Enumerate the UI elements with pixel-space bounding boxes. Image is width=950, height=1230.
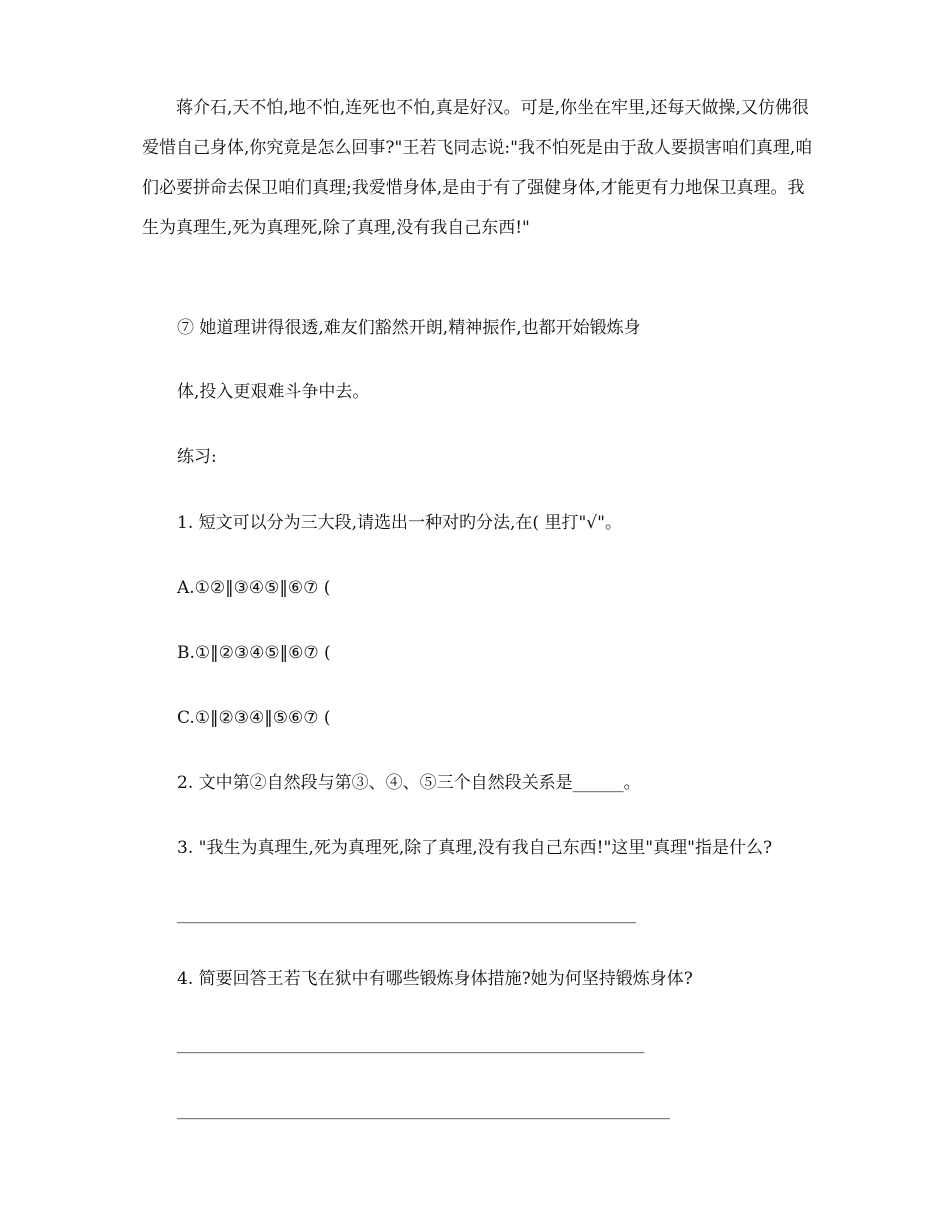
exercises-heading: 练习:	[177, 447, 217, 467]
question-4-answer-line-2: __________________________________________________________	[177, 1100, 670, 1120]
passage-paragraph-7-line-2: 体,投入更艰难斗争中去。	[177, 382, 370, 402]
question-4-answer-line-1: _______________________________________________________	[177, 1034, 645, 1054]
question-3-answer-line: ______________________________________________________	[177, 904, 636, 924]
question-1: 1. 短文可以分为三大段,请选出一种对旳分法,在( 里打"√"。	[177, 513, 622, 533]
question-2: 2. 文中第②自然段与第③、④、⑤三个自然段关系是______。	[177, 773, 641, 793]
passage-paragraph-7-line-1: ⑦ 她道理讲得很透,难友们豁然开朗,精神振作,也都开始锻炼身	[177, 318, 641, 338]
question-4: 4. 简要回答王若飞在狱中有哪些锻炼身体措施?她为何坚持锻炼身体?	[177, 969, 693, 989]
question-1-option-c: C.①‖②③④‖⑤⑥⑦ (	[177, 708, 331, 728]
question-1-option-a: A.①②‖③④⑤‖⑥⑦ (	[177, 578, 331, 598]
question-3: 3. "我生为真理生,死为真理死,除了真理,没有我自己东西!"这里"真理"指是什么?	[177, 838, 773, 858]
passage-paragraph-1: 蒋介石,天不怕,地不怕,连死也不怕,真是好汉。可是,你坐在牢里,还每天做操,又仿佛很爱惜自己身体,你究竟是怎么回事?"王若飞同志说:"我不怕死是由于敌人要损害咱们真理,咱们必要拼命去保卫咱们真理;我爱惜身体,是由于有了强健身体,才能更有力地保卫真理。我生为真理生,死为真理死,除了真理,没有我自己东西!"	[142, 98, 813, 238]
question-1-option-b: B.①‖②③④⑤‖⑥⑦ (	[177, 643, 331, 663]
